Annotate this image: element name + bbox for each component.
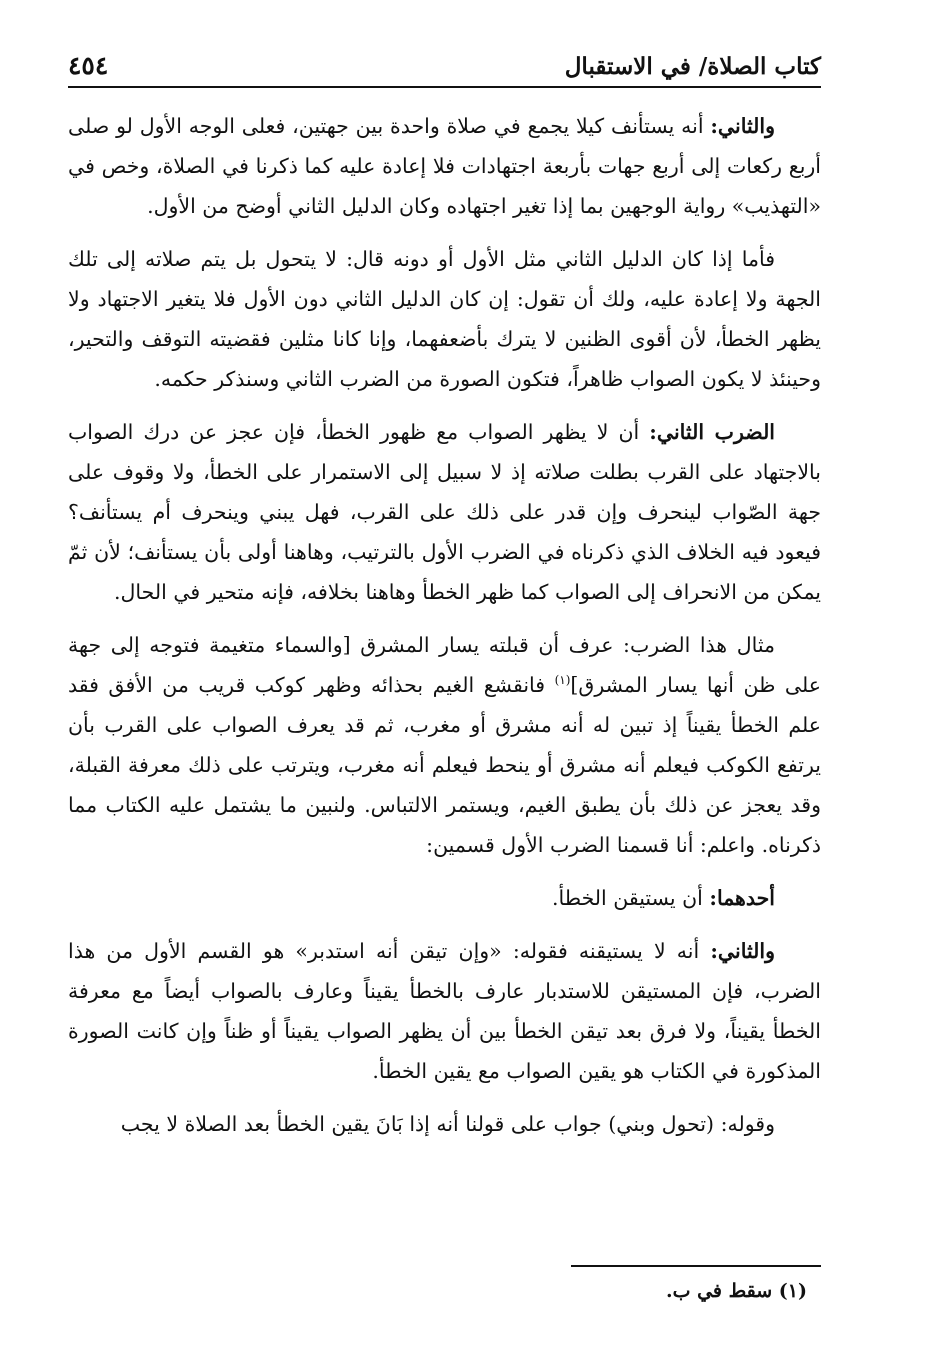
paragraph-text: أنه لا يستيقنه فقوله: «وإن تيقن أنه استدبر» هو القسم الأول من هذا الضرب، فإن المستيقن للاستدبار عارف بالخطأ يقيناً وعارف بالصواب أيضاً مع معرفة الخطأ يقيناً، ولا فرق بعد تيقن الخطأ بين أن يظهر الصواب يقيناً أو ظناً وإن كانت الصورة المذكورة في الكتاب هو يقين الصواب مع يقين الخطأ. [68, 939, 821, 1083]
paragraph-first-division [68, 878, 821, 918]
paragraph-lead: والثاني: [710, 114, 775, 138]
paragraph-lead: والثاني: [710, 939, 775, 963]
paragraph-lead: أحدهما: [709, 886, 775, 910]
paragraph-lead: الضرب الثاني: [649, 420, 776, 444]
paragraph-text: أنه يستأنف كيلا يجمع في صلاة واحدة بين جهتين، فعلى الوجه الأول لو صلى أربع ركعات إلى أربع جهات بأربعة اجتهادات فلا إعادة عليه كما ذكرنا في الصلاة، وخص في «التهذيب» رواية الوجهين بما إذا تغير اجتهاده وكان الدليل الثاني أوضح من الأول. [68, 114, 821, 218]
paragraph-second-evidence [68, 239, 821, 399]
paragraph-second-opinion [68, 106, 821, 226]
book-page [68, 30, 822, 1302]
paragraph-text: أن لا يظهر الصواب مع ظهور الخطأ، فإن عجز عن درك الصواب بالاجتهاد على القرب بطلت صلاته إذ لا سبيل إلى الاستمرار على الخطأ، ولا وقوف على جهة الصّواب لينحرف وإن قدر على ذلك على القرب، فهل يبني وينحرف أم يستأنف؟ فيعود فيه الخلاف الذي ذكرناه في الضرب الأول بالترتيب، وهاهنا أولى بأن يستأنف؛ لأن ثمّ يمكن من الانحراف إلى الصواب كما ظهر الخطأ وهاهنا بخلافه، فإنه متحير في الحال. [68, 420, 821, 604]
paragraph-text: أن يستيقن الخطأ. [551, 886, 710, 910]
footnote-marker: (١) [554, 673, 571, 688]
paragraph-example [68, 625, 821, 865]
paragraph-second-type [68, 412, 821, 612]
page-header [68, 30, 821, 88]
paragraph-text: مثال هذا الضرب: عرف أن قبلته يسار المشرق [والسماء متغيمة فتوجه إلى جهة على ظن أنها يسار المشرق] [68, 633, 822, 697]
paragraph-text: وقوله: (تحول وبني) جواب على قولنا أنه إذا بَانَ يقين الخطأ بعد الصلاة لا يجب [120, 1112, 775, 1136]
paragraph-final-line [68, 1104, 821, 1144]
paragraph-second-division [68, 931, 821, 1091]
page-body [68, 106, 821, 1144]
page-number: ٤٥٤ [68, 51, 109, 80]
paragraph-text-continued: فانقشع الغيم بحذائه وظهر كوكب قريب من الأفق فقد علم الخطأ يقيناً إذ تبين له أنه مشرق أو مغرب، ثم قد يعرف الصواب على القرب بأن يرتفع الكوكب فيعلم أنه مشرق أو ينحط فيعلم أنه مغرب، ويترتب على ذلك معرفة القبلة، وقد يعجز عن ذلك بأن يطبق الغيم، ويستمر الالتباس. ولنبين ما يشتمل عليه الكتاب مما ذكرناه. واعلم: أنا قسمنا الضرب الأول قسمين: [68, 673, 821, 857]
running-title: كتاب الصلاة/ في الاستقبال [564, 53, 821, 80]
paragraph-text: فأما إذا كان الدليل الثاني مثل الأول أو دونه قال: لا يتحول بل يتم صلاته إلى تلك الجهة ولا إعادة عليه، ولك أن تقول: إن كان الدليل الثاني دون الأول فلا يتغير الاجتهاد ولا يظهر الخطأ، لأن أقوى الظنين لا يترك بأضعفهما، وإنا كانا مثلين فقضيته التوقف والتحير، وحينئذ لا يكون الصواب ظاهراً، فتكون الصورة من الضرب الثاني وسنذكر حكمه. [68, 247, 821, 391]
footnote: (١) سقط في ب. [665, 1280, 807, 1302]
footnote-divider [571, 1265, 821, 1267]
